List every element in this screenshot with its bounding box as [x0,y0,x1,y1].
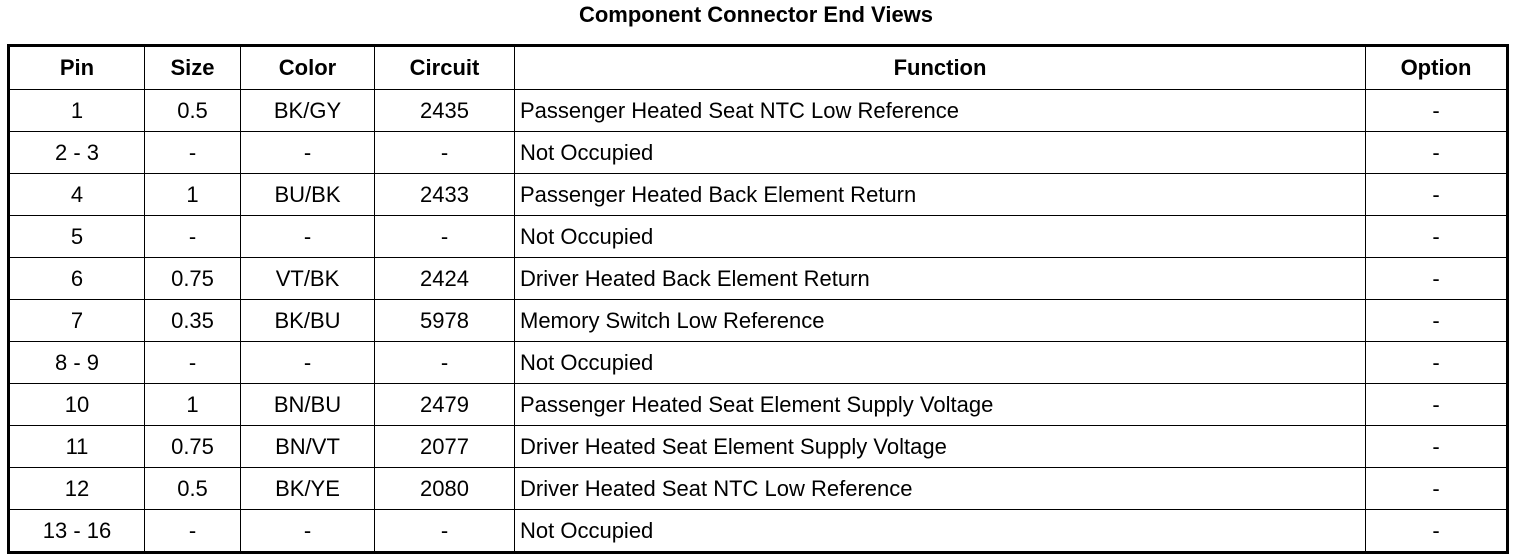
option-cell: - [1366,174,1508,216]
option-cell: - [1366,342,1508,384]
circuit-cell: 2433 [375,174,515,216]
table-row [9,90,1508,132]
pin-cell: 4 [9,174,145,216]
column-header-pin: Pin [9,46,145,90]
circuit-cell: 2080 [375,468,515,510]
color-cell: BN/BU [241,384,375,426]
size-cell: - [145,132,241,174]
circuit-cell: - [375,510,515,553]
column-header-color: Color [241,46,375,90]
function-cell: Driver Heated Back Element Return [515,258,1366,300]
function-cell: Passenger Heated Seat NTC Low Reference [515,90,1366,132]
connector-table [7,44,1509,554]
color-cell: BK/GY [241,90,375,132]
option-cell: - [1366,300,1508,342]
color-cell: VT/BK [241,258,375,300]
function-cell: Not Occupied [515,216,1366,258]
table-row [9,342,1508,384]
function-cell: Passenger Heated Seat Element Supply Voltage [515,384,1366,426]
size-cell: 1 [145,174,241,216]
table-row [9,258,1508,300]
color-cell: BK/YE [241,468,375,510]
size-cell: 0.35 [145,300,241,342]
circuit-cell: - [375,216,515,258]
function-cell: Not Occupied [515,132,1366,174]
column-header-option: Option [1366,46,1508,90]
circuit-cell: 2077 [375,426,515,468]
color-cell: BN/VT [241,426,375,468]
size-cell: 0.5 [145,468,241,510]
size-cell: 0.75 [145,258,241,300]
table-row [9,216,1508,258]
color-cell: - [241,216,375,258]
table-row [9,300,1508,342]
circuit-cell: 5978 [375,300,515,342]
function-cell: Driver Heated Seat Element Supply Voltage [515,426,1366,468]
circuit-cell: 2479 [375,384,515,426]
option-cell: - [1366,132,1508,174]
pin-cell: 2 - 3 [9,132,145,174]
color-cell: - [241,342,375,384]
pin-cell: 5 [9,216,145,258]
size-cell: 0.75 [145,426,241,468]
circuit-cell: - [375,342,515,384]
pin-cell: 11 [9,426,145,468]
pin-cell: 6 [9,258,145,300]
function-cell: Not Occupied [515,510,1366,553]
option-cell: - [1366,258,1508,300]
size-cell: 1 [145,384,241,426]
function-cell: Memory Switch Low Reference [515,300,1366,342]
option-cell: - [1366,216,1508,258]
circuit-cell: 2435 [375,90,515,132]
color-cell: BK/BU [241,300,375,342]
option-cell: - [1366,510,1508,553]
option-cell: - [1366,90,1508,132]
column-header-circuit: Circuit [375,46,515,90]
table-row [9,510,1508,553]
circuit-cell: 2424 [375,258,515,300]
function-cell: Passenger Heated Back Element Return [515,174,1366,216]
page-title: Component Connector End Views [578,2,934,27]
column-header-function: Function [515,46,1366,90]
function-cell: Driver Heated Seat NTC Low Reference [515,468,1366,510]
table-body [9,90,1508,553]
table-row [9,468,1508,510]
option-cell: - [1366,426,1508,468]
size-cell: - [145,342,241,384]
color-cell: BU/BK [241,174,375,216]
color-cell: - [241,510,375,553]
pin-cell: 12 [9,468,145,510]
option-cell: - [1366,384,1508,426]
pin-cell: 7 [9,300,145,342]
size-cell: 0.5 [145,90,241,132]
table-row [9,384,1508,426]
size-cell: - [145,216,241,258]
table-row [9,426,1508,468]
pin-cell: 13 - 16 [9,510,145,553]
function-cell: Not Occupied [515,342,1366,384]
table-row [9,174,1508,216]
option-cell: - [1366,468,1508,510]
column-header-size: Size [145,46,241,90]
size-cell: - [145,510,241,553]
table-header-row [9,46,1508,90]
circuit-cell: - [375,132,515,174]
table-row [9,132,1508,174]
pin-cell: 1 [9,90,145,132]
pin-cell: 8 - 9 [9,342,145,384]
color-cell: - [241,132,375,174]
pin-cell: 10 [9,384,145,426]
